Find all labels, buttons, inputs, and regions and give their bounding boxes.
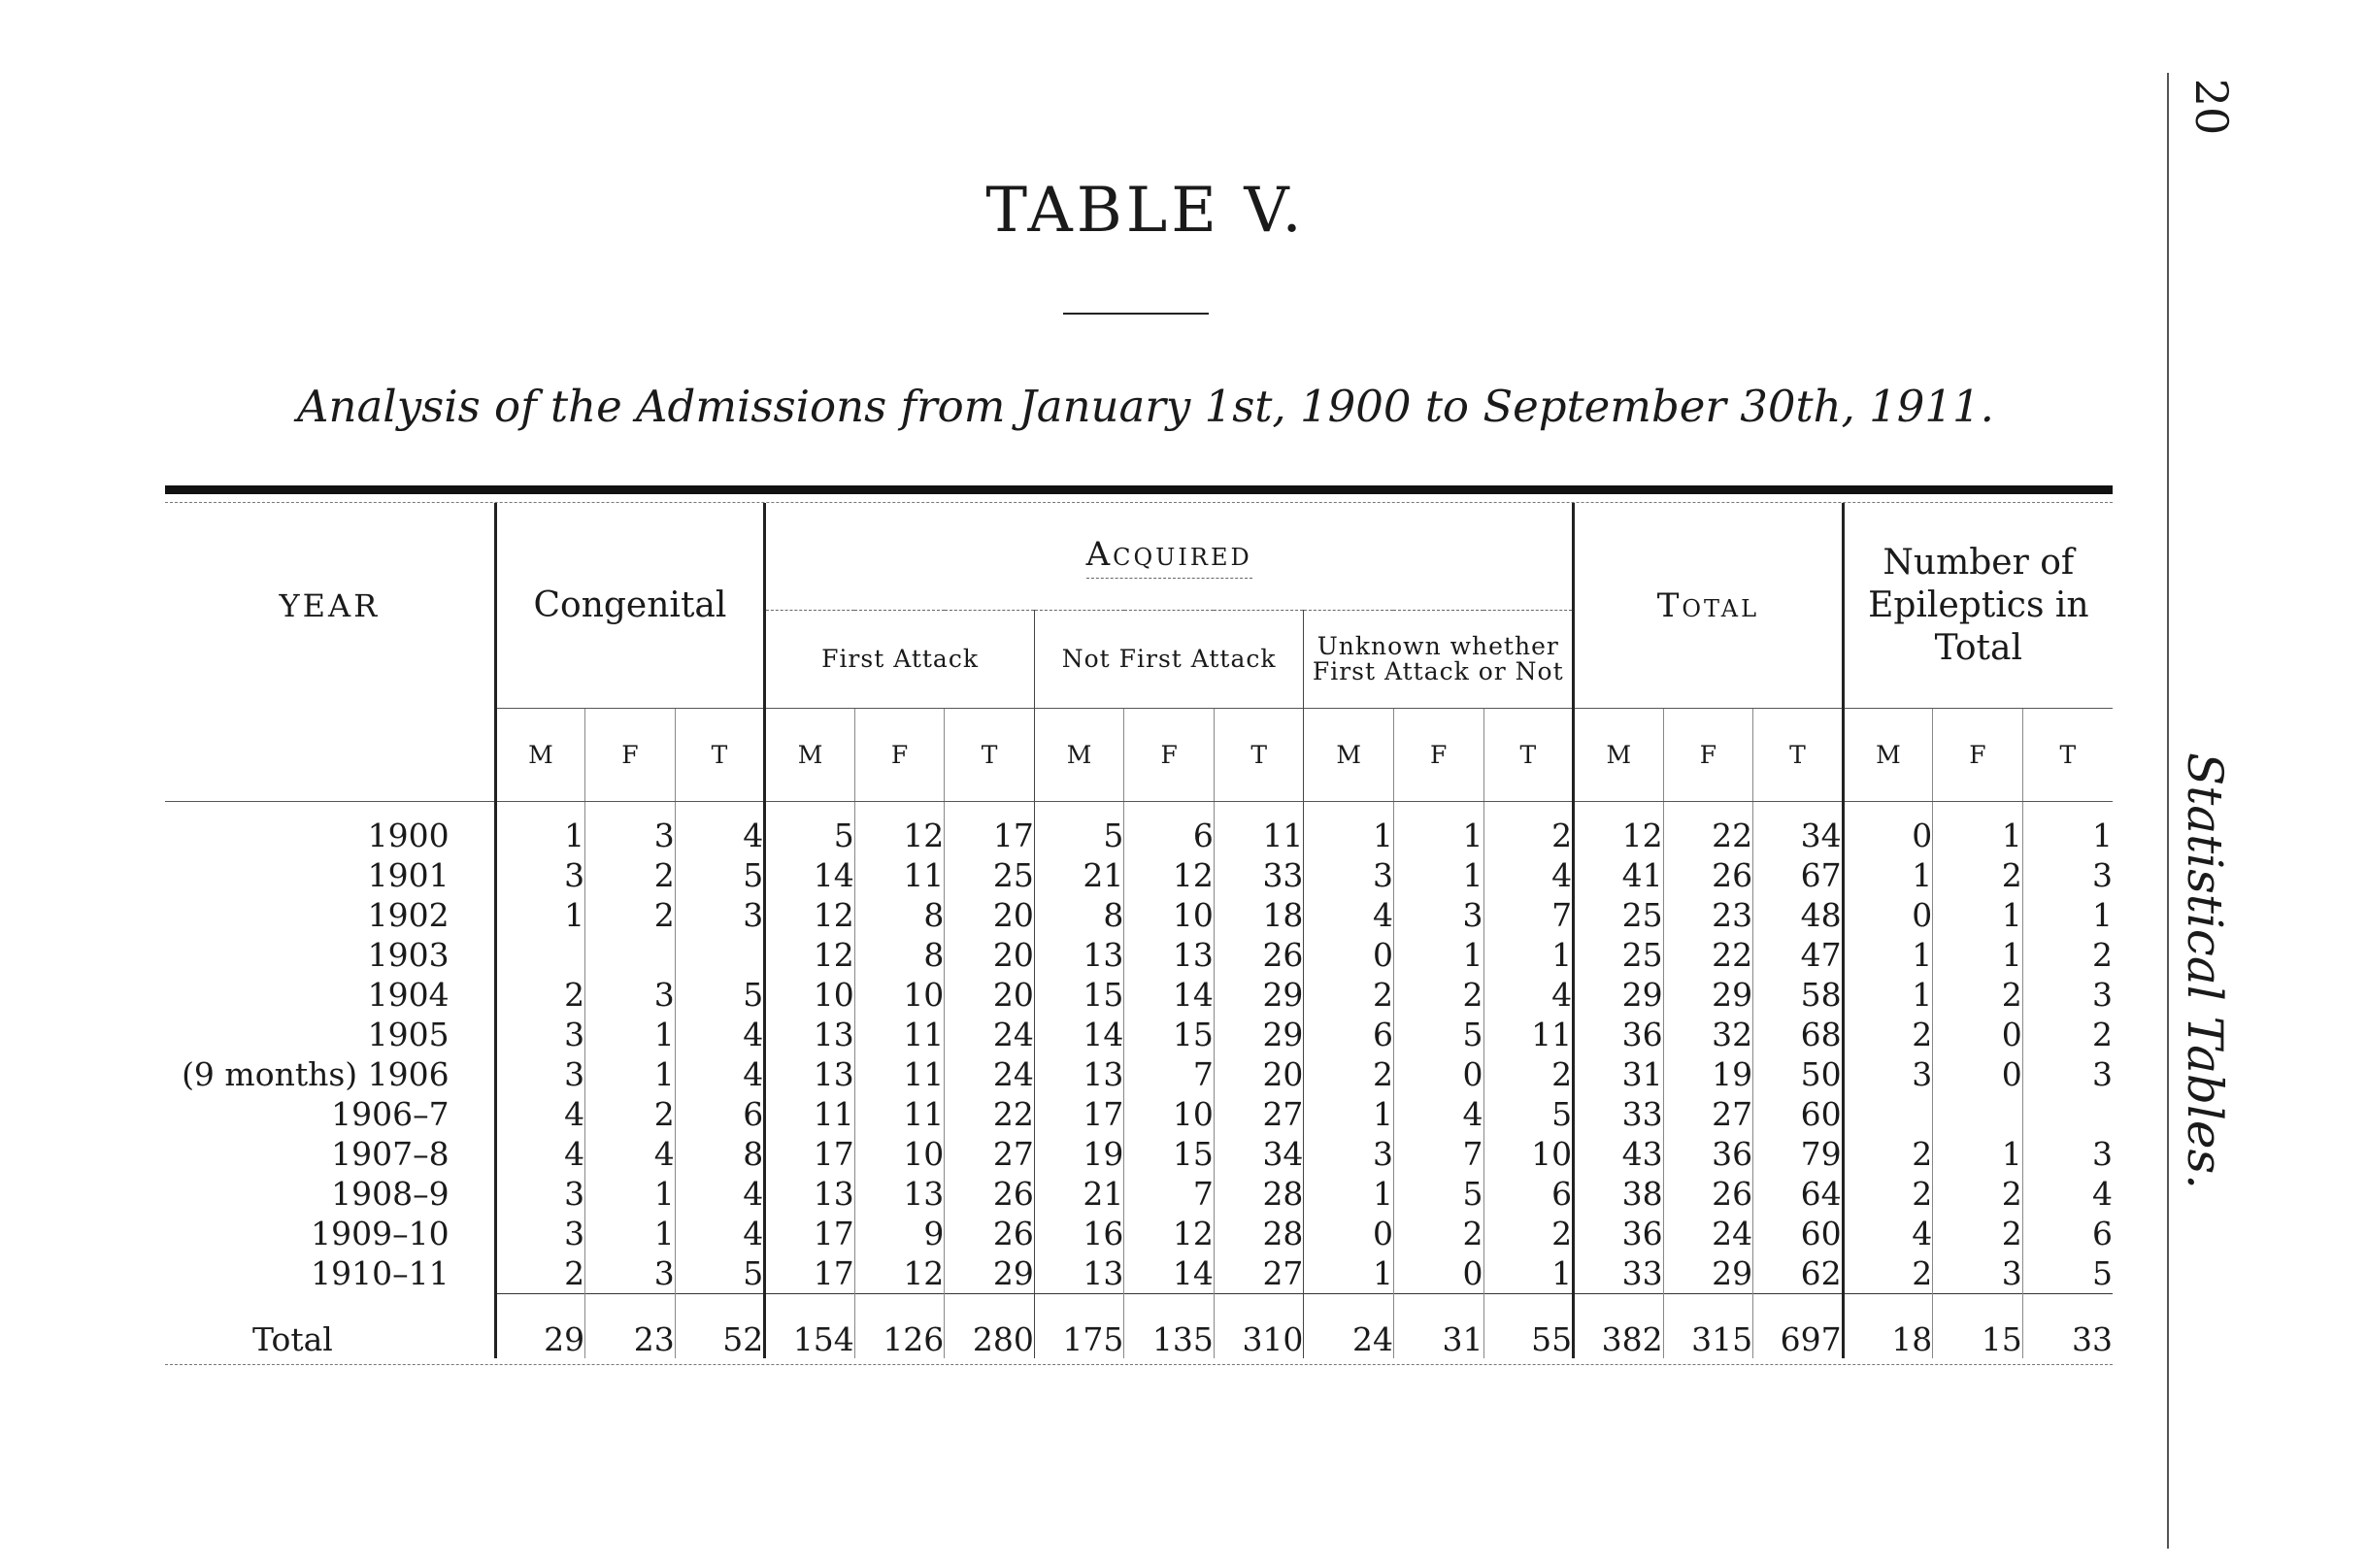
- table-cell: 2: [585, 1094, 676, 1134]
- col-congenital-f: F: [585, 709, 676, 802]
- table-row: [165, 1054, 2113, 1094]
- table-cell: 15: [1933, 1294, 2023, 1359]
- table-cell: 2: [585, 895, 676, 935]
- mft-blank: [165, 709, 495, 802]
- table-cell: 3: [495, 1054, 585, 1094]
- table-cell: 4: [1483, 855, 1574, 895]
- table-cell: [585, 935, 676, 975]
- table-cell: 29: [1214, 1015, 1304, 1054]
- table-cell: 25: [1574, 935, 1664, 975]
- table-cell: 15: [1124, 1015, 1215, 1054]
- table-cell: 19: [1663, 1054, 1753, 1094]
- table-cell: 79: [1753, 1134, 1844, 1174]
- table-cell: 3: [495, 855, 585, 895]
- table-row: [165, 1134, 2113, 1174]
- table-cell: 28: [1214, 1174, 1304, 1214]
- table-cell: 20: [945, 935, 1035, 975]
- table-cell: 9: [854, 1214, 945, 1253]
- table-cell: 697: [1753, 1294, 1844, 1359]
- table-cell: 12: [765, 895, 855, 935]
- table-cell: 26: [1663, 855, 1753, 895]
- table-cell: 2: [1843, 1015, 1933, 1054]
- table-row: [165, 935, 2113, 975]
- table-cell: 3: [1933, 1253, 2023, 1294]
- table-cell: 4: [675, 816, 765, 855]
- table-cell: 3: [495, 1174, 585, 1214]
- table-cell: 3: [495, 1015, 585, 1054]
- table-cell: 3: [585, 816, 676, 855]
- table-cell: 2: [1304, 1054, 1394, 1094]
- col-first-m: M: [765, 709, 855, 802]
- table-cell: 0: [1933, 1015, 2023, 1054]
- mft-header-row: [165, 709, 2113, 802]
- row-year-label: 1900: [367, 817, 450, 854]
- table-cell: 2: [1483, 816, 1574, 855]
- table-cell: 1: [1483, 1253, 1574, 1294]
- table-row: [165, 1174, 2113, 1214]
- row-year-label: 1910–11: [311, 1254, 450, 1293]
- table-cell: 21: [1034, 855, 1124, 895]
- table-cell: 5: [675, 855, 765, 895]
- table-cell: 23: [585, 1294, 676, 1359]
- table-cell: 13: [765, 1015, 855, 1054]
- header-total: Total: [1574, 503, 1844, 709]
- table-cell: 11: [854, 1015, 945, 1054]
- table-cell: 26: [945, 1174, 1035, 1214]
- table-cell: 24: [945, 1054, 1035, 1094]
- table-cell: 7: [1124, 1174, 1215, 1214]
- header-epileptics: Number of Epileptics in Total: [1843, 503, 2113, 709]
- table-cell: 47: [1753, 935, 1844, 975]
- table-cell: 26: [945, 1214, 1035, 1253]
- table-cell: 1: [585, 1054, 676, 1094]
- table-cell: 18: [1843, 1294, 1933, 1359]
- col-epileptic-f: F: [1933, 709, 2023, 802]
- table-cell: 33: [1574, 1094, 1664, 1134]
- table-cell: 6: [1304, 1015, 1394, 1054]
- table-cell: 26: [1663, 1174, 1753, 1214]
- table-cell: 0: [1304, 935, 1394, 975]
- table-cell: 4: [675, 1214, 765, 1253]
- table-cell: 27: [1663, 1094, 1753, 1134]
- table-cell: 154: [765, 1294, 855, 1359]
- table-cell: 4: [675, 1015, 765, 1054]
- table-cell: 17: [765, 1134, 855, 1174]
- header-not-first-attack: Not First Attack: [1034, 611, 1304, 709]
- table-cell: 10: [1124, 1094, 1215, 1134]
- table-cell: 8: [1034, 895, 1124, 935]
- table-cell: 4: [495, 1134, 585, 1174]
- table-cell: 15: [1124, 1134, 1215, 1174]
- table-cell: 67: [1753, 855, 1844, 895]
- table-cell: 4: [1393, 1094, 1483, 1134]
- header-first-attack: First Attack: [765, 611, 1035, 709]
- table-cell: 1: [1933, 935, 2023, 975]
- table-cell: 10: [765, 975, 855, 1015]
- table-cell: 7: [1124, 1054, 1215, 1094]
- col-total-f: F: [1663, 709, 1753, 802]
- table-cell: 38: [1574, 1174, 1664, 1214]
- table-cell: 31: [1393, 1294, 1483, 1359]
- table-cell: 4: [495, 1094, 585, 1134]
- table-row: [165, 1094, 2113, 1134]
- table-cell: 3: [585, 1253, 676, 1294]
- table-cell: 31: [1574, 1054, 1664, 1094]
- table-cell: 27: [945, 1134, 1035, 1174]
- table-cell: 58: [1753, 975, 1844, 1015]
- table-cell: 3: [1393, 895, 1483, 935]
- table-cell: 29: [495, 1294, 585, 1359]
- table-cell: 60: [1753, 1094, 1844, 1134]
- table-cell: 13: [765, 1054, 855, 1094]
- admissions-table: [165, 503, 2113, 1358]
- table-cell: 29: [1663, 975, 1753, 1015]
- table-cell: 5: [675, 975, 765, 1015]
- total-row: [165, 1294, 2113, 1359]
- table-cell: 11: [854, 1094, 945, 1134]
- table-cell: 5: [1393, 1174, 1483, 1214]
- table-cell: 55: [1483, 1294, 1574, 1359]
- table-cell: 2: [1483, 1054, 1574, 1094]
- table-cell: 33: [2022, 1294, 2113, 1359]
- table-cell: 11: [1214, 816, 1304, 855]
- row-year-label: 1901: [367, 856, 450, 894]
- table-cell: 17: [765, 1253, 855, 1294]
- row-year-label: 1908–9: [331, 1175, 450, 1213]
- table-cell: 33: [1574, 1253, 1664, 1294]
- col-first-t: T: [945, 709, 1035, 802]
- table-cell: 0: [1843, 895, 1933, 935]
- table-row: [165, 895, 2113, 935]
- table-cell: 6: [2022, 1214, 2113, 1253]
- table-cell: 22: [1663, 816, 1753, 855]
- table-cell: 3: [495, 1214, 585, 1253]
- table-cell: 29: [1663, 1253, 1753, 1294]
- table-cell: 29: [1574, 975, 1664, 1015]
- table-cell: 12: [1124, 1214, 1215, 1253]
- table-cell: 27: [1214, 1253, 1304, 1294]
- table-top-rule: [165, 485, 2113, 494]
- table-cell: 2: [2022, 935, 2113, 975]
- table-cell: 8: [854, 935, 945, 975]
- table-cell: 1: [1843, 935, 1933, 975]
- table-cell: 26: [1214, 935, 1304, 975]
- table-cell: 3: [2022, 975, 2113, 1015]
- table-cell: 1: [1483, 935, 1574, 975]
- row-year-label: 1909–10: [311, 1215, 450, 1252]
- table-cell: 19: [1034, 1134, 1124, 1174]
- table-cell: 17: [765, 1214, 855, 1253]
- table-cell: 14: [765, 855, 855, 895]
- table-cell: [495, 935, 585, 975]
- table-cell: 1: [1393, 816, 1483, 855]
- row-year-label: Total: [252, 1320, 333, 1358]
- table-cell: 3: [675, 895, 765, 935]
- table-cell: [675, 935, 765, 975]
- table-cell: 310: [1214, 1294, 1304, 1359]
- col-epileptic-m: M: [1843, 709, 1933, 802]
- table-cell: 12: [765, 935, 855, 975]
- table-cell: 2: [1933, 1174, 2023, 1214]
- row-year-label: 1907–8: [331, 1135, 450, 1173]
- table-cell: 3: [585, 975, 676, 1015]
- table-cell: 3: [2022, 855, 2113, 895]
- table-cell: 4: [585, 1134, 676, 1174]
- table-cell: 62: [1753, 1253, 1844, 1294]
- table-cell: 1: [1304, 816, 1394, 855]
- table-cell: 1: [2022, 895, 2113, 935]
- table-cell: 4: [1304, 895, 1394, 935]
- table-cell: 4: [1483, 975, 1574, 1015]
- table-cell: 2: [1843, 1174, 1933, 1214]
- table-cell: 1: [1304, 1253, 1394, 1294]
- table-cell: 23: [1663, 895, 1753, 935]
- table-cell: 27: [1214, 1094, 1304, 1134]
- table-cell: [1843, 1094, 1933, 1134]
- table-cell: 13: [1034, 1054, 1124, 1094]
- col-first-f: F: [854, 709, 945, 802]
- table-cell: 50: [1753, 1054, 1844, 1094]
- table-row: [165, 855, 2113, 895]
- table-cell: 1: [1933, 895, 2023, 935]
- table-cell: 10: [854, 1134, 945, 1174]
- table-cell: 3: [1843, 1054, 1933, 1094]
- table-cell: 0: [1393, 1253, 1483, 1294]
- table-cell: 1: [1933, 816, 2023, 855]
- table-cell: 14: [1034, 1015, 1124, 1054]
- table-cell: 13: [1034, 1253, 1124, 1294]
- table-cell: [1933, 1094, 2023, 1134]
- col-total-t: T: [1753, 709, 1844, 802]
- table-cell: 4: [1843, 1214, 1933, 1253]
- table-cell: [2022, 1094, 2113, 1134]
- table-cell: 34: [1753, 816, 1844, 855]
- table-row: [165, 1253, 2113, 1294]
- col-notfirst-m: M: [1034, 709, 1124, 802]
- table-cell: 2: [1393, 975, 1483, 1015]
- table-cell: 0: [1933, 1054, 2023, 1094]
- table-cell: 11: [854, 1054, 945, 1094]
- table-cell: 12: [854, 1253, 945, 1294]
- table-cell: 7: [1393, 1134, 1483, 1174]
- table-cell: 13: [765, 1174, 855, 1214]
- row-year-label: (9 months) 1906: [182, 1055, 450, 1093]
- statistics-table-container: [165, 485, 2113, 1365]
- row-year-label: 1902: [367, 896, 450, 934]
- table-cell: 2: [495, 1253, 585, 1294]
- table-cell: 11: [854, 855, 945, 895]
- table-cell: 2: [585, 855, 676, 895]
- table-cell: 12: [1124, 855, 1215, 895]
- table-cell: 1: [585, 1214, 676, 1253]
- col-notfirst-f: F: [1124, 709, 1215, 802]
- table-row: [165, 975, 2113, 1015]
- table-cell: 20: [945, 895, 1035, 935]
- table-cell: 5: [1393, 1015, 1483, 1054]
- table-bottom-rule: [165, 1364, 2113, 1365]
- table-cell: 6: [1483, 1174, 1574, 1214]
- table-cell: 20: [1214, 1054, 1304, 1094]
- table-cell: 1: [1843, 855, 1933, 895]
- table-row: [165, 1015, 2113, 1054]
- table-cell: 0: [1843, 816, 1933, 855]
- table-cell: 24: [945, 1015, 1035, 1054]
- table-cell: 2: [1843, 1134, 1933, 1174]
- table-row: [165, 1214, 2113, 1253]
- table-cell: 43: [1574, 1134, 1664, 1174]
- table-cell: 64: [1753, 1174, 1844, 1214]
- col-epileptic-t: T: [2022, 709, 2113, 802]
- table-cell: 52: [675, 1294, 765, 1359]
- table-cell: 11: [1483, 1015, 1574, 1054]
- col-unknown-f: F: [1393, 709, 1483, 802]
- table-cell: 25: [945, 855, 1035, 895]
- table-cell: 2: [1483, 1214, 1574, 1253]
- table-cell: 4: [2022, 1174, 2113, 1214]
- table-cell: 3: [1304, 1134, 1394, 1174]
- table-cell: 60: [1753, 1214, 1844, 1253]
- table-cell: 25: [1574, 895, 1664, 935]
- table-cell: 1: [585, 1015, 676, 1054]
- margin-line: [2167, 73, 2169, 1549]
- row-year-label: 1906–7: [331, 1095, 450, 1133]
- table-cell: 36: [1574, 1214, 1664, 1253]
- page-number: 20: [2185, 78, 2238, 136]
- table-cell: 382: [1574, 1294, 1664, 1359]
- table-cell: 2: [1933, 975, 2023, 1015]
- table-cell: 10: [1483, 1134, 1574, 1174]
- table-cell: 12: [1574, 816, 1664, 855]
- table-cell: 3: [1304, 855, 1394, 895]
- table-cell: 48: [1753, 895, 1844, 935]
- table-cell: 0: [1393, 1054, 1483, 1094]
- table-cell: 22: [1663, 935, 1753, 975]
- col-unknown-m: M: [1304, 709, 1394, 802]
- table-cell: 36: [1574, 1015, 1664, 1054]
- table-cell: 13: [1034, 935, 1124, 975]
- table-cell: 24: [1663, 1214, 1753, 1253]
- col-congenital-m: M: [495, 709, 585, 802]
- table-cell: 1: [1304, 1094, 1394, 1134]
- table-cell: 14: [1124, 975, 1215, 1015]
- title-rule: [1063, 313, 1209, 315]
- table-cell: 18: [1214, 895, 1304, 935]
- table-cell: 2: [1393, 1214, 1483, 1253]
- table-cell: 5: [765, 816, 855, 855]
- table-cell: 315: [1663, 1294, 1753, 1359]
- header-unknown-attack: Unknown whether First Attack or Not: [1304, 611, 1574, 709]
- table-cell: 11: [765, 1094, 855, 1134]
- table-cell: 8: [675, 1134, 765, 1174]
- table-cell: 2: [495, 975, 585, 1015]
- table-cell: 2: [1933, 855, 2023, 895]
- row-year-label: 1903: [367, 936, 450, 974]
- col-unknown-t: T: [1483, 709, 1574, 802]
- table-cell: 6: [1124, 816, 1215, 855]
- table-cell: 20: [945, 975, 1035, 1015]
- table-cell: 34: [1214, 1134, 1304, 1174]
- row-year-label: 1904: [367, 976, 450, 1014]
- table-cell: 12: [854, 816, 945, 855]
- table-cell: 24: [1304, 1294, 1394, 1359]
- table-cell: 5: [2022, 1253, 2113, 1294]
- table-cell: 1: [1933, 1134, 2023, 1174]
- table-cell: 32: [1663, 1015, 1753, 1054]
- table-cell: 8: [854, 895, 945, 935]
- table-cell: 1: [495, 816, 585, 855]
- table-cell: 36: [1663, 1134, 1753, 1174]
- table-cell: 28: [1214, 1214, 1304, 1253]
- table-cell: 16: [1034, 1214, 1124, 1253]
- table-cell: 1: [1393, 855, 1483, 895]
- table-cell: 3: [2022, 1134, 2113, 1174]
- table-cell: 1: [1843, 975, 1933, 1015]
- table-cell: 135: [1124, 1294, 1215, 1359]
- table-subtitle: Analysis of the Admissions from January 1st, 1900 to September 30th, 1911.: [297, 381, 1994, 432]
- table-cell: 17: [1034, 1094, 1124, 1134]
- table-cell: 33: [1214, 855, 1304, 895]
- table-cell: 1: [1393, 935, 1483, 975]
- col-total-m: M: [1574, 709, 1664, 802]
- row-year-label: 1905: [367, 1016, 450, 1053]
- header-acquired: Acquired: [765, 503, 1574, 611]
- running-head: Statistical Tables.: [2177, 751, 2233, 1190]
- table-cell: 2: [2022, 1015, 2113, 1054]
- table-cell: 14: [1124, 1253, 1215, 1294]
- page-title: TABLE V.: [985, 175, 1306, 247]
- table-cell: 13: [854, 1174, 945, 1214]
- table-cell: 4: [675, 1174, 765, 1214]
- table-cell: 3: [2022, 1054, 2113, 1094]
- table-cell: 2: [1304, 975, 1394, 1015]
- table-cell: 5: [1034, 816, 1124, 855]
- table-cell: 1: [1304, 1174, 1394, 1214]
- table-cell: 175: [1034, 1294, 1124, 1359]
- header-year: YEAR: [279, 586, 381, 624]
- table-cell: 22: [945, 1094, 1035, 1134]
- table-cell: 126: [854, 1294, 945, 1359]
- table-cell: 0: [1304, 1214, 1394, 1253]
- header-congenital: Congenital: [495, 503, 765, 709]
- table-cell: 41: [1574, 855, 1664, 895]
- table-cell: 4: [675, 1054, 765, 1094]
- table-cell: 1: [2022, 816, 2113, 855]
- table-cell: 13: [1124, 935, 1215, 975]
- table-cell: 6: [675, 1094, 765, 1134]
- table-cell: 10: [854, 975, 945, 1015]
- table-cell: 5: [675, 1253, 765, 1294]
- table-cell: 10: [1124, 895, 1215, 935]
- table-cell: 2: [1843, 1253, 1933, 1294]
- table-cell: 68: [1753, 1015, 1844, 1054]
- table-cell: 280: [945, 1294, 1035, 1359]
- table-cell: 15: [1034, 975, 1124, 1015]
- table-cell: 7: [1483, 895, 1574, 935]
- table-cell: 29: [1214, 975, 1304, 1015]
- table-cell: 1: [585, 1174, 676, 1214]
- table-row: [165, 816, 2113, 855]
- table-cell: 17: [945, 816, 1035, 855]
- table-cell: 5: [1483, 1094, 1574, 1134]
- table-cell: 29: [945, 1253, 1035, 1294]
- table-cell: 1: [495, 895, 585, 935]
- col-congenital-t: T: [675, 709, 765, 802]
- table-body: [165, 802, 2113, 1359]
- col-notfirst-t: T: [1214, 709, 1304, 802]
- table-cell: 2: [1933, 1214, 2023, 1253]
- table-cell: 21: [1034, 1174, 1124, 1214]
